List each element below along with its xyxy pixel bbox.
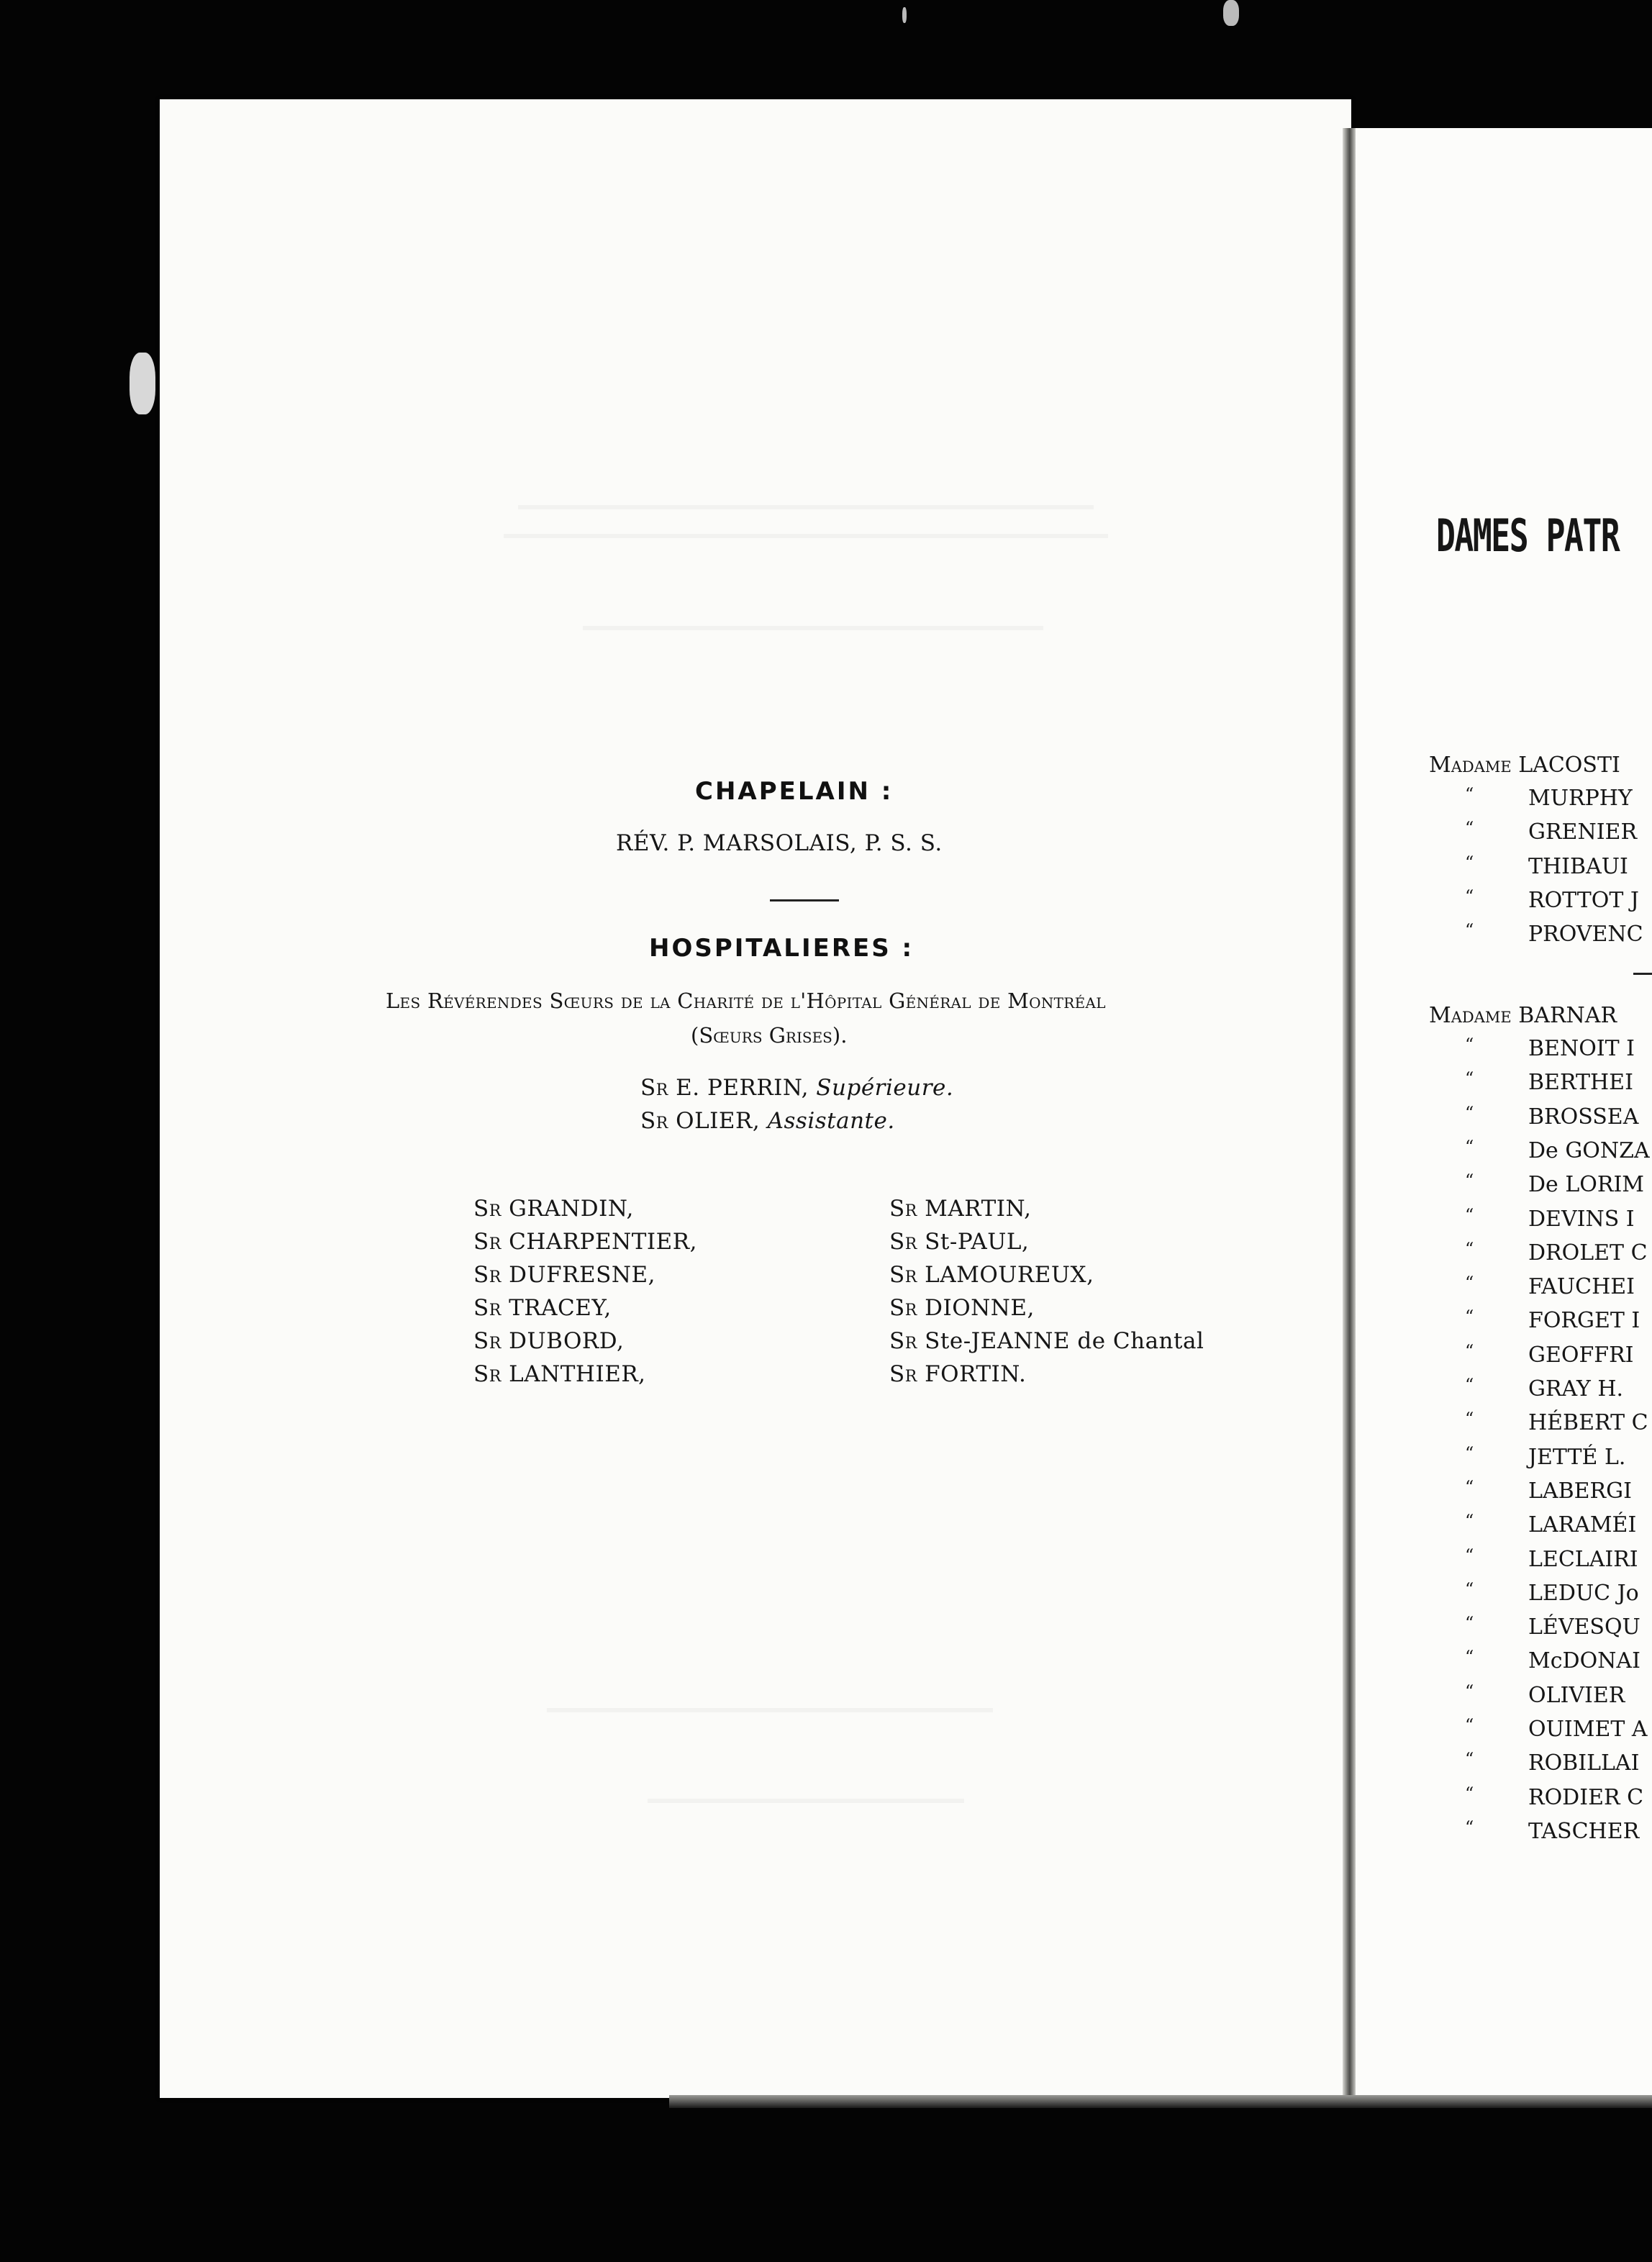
sister-name: FORTIN. <box>925 1361 1027 1387</box>
ditto-mark: “ <box>1465 1204 1474 1225</box>
right-page-title: DAMES PATR <box>1436 509 1620 562</box>
scan-fleck <box>130 353 155 414</box>
sister-prefix: Sr <box>473 1328 509 1354</box>
sister-name: CHARPENTIER, <box>509 1229 697 1255</box>
patroness-name: GRAY H. <box>1528 1376 1624 1402</box>
ditto-mark: “ <box>1465 1068 1474 1089</box>
patroness-name: LEDUC Jo <box>1528 1580 1639 1606</box>
sister-entry <box>889 1229 1029 1255</box>
ditto-mark: “ <box>1465 784 1474 804</box>
patroness-name: TASCHER <box>1528 1818 1640 1844</box>
patroness-name: HÉBERT C <box>1528 1410 1648 1436</box>
sister-entry <box>473 1229 697 1255</box>
superior-name: E. PERRIN, <box>676 1075 809 1101</box>
assistant-role: Assistante. <box>767 1108 895 1134</box>
patroness-name: De GONZA <box>1528 1137 1650 1163</box>
sister-entry <box>889 1328 1204 1354</box>
sister-prefix: Sr <box>473 1361 509 1387</box>
patroness-name: LARAMÉI <box>1528 1512 1637 1538</box>
ditto-mark: “ <box>1465 1307 1474 1327</box>
sister-prefix: Sr <box>640 1075 668 1101</box>
sister-prefix: Sr <box>889 1361 925 1387</box>
patroness-name: OUIMET A <box>1528 1717 1648 1742</box>
ditto-mark: “ <box>1465 1171 1474 1191</box>
ditto-mark: “ <box>1465 1681 1474 1702</box>
patroness-name: GEOFFRI <box>1528 1342 1634 1368</box>
patroness-name: JETTÉ L. <box>1528 1444 1626 1470</box>
sister-entry <box>889 1262 1094 1288</box>
sister-name: DUFRESNE, <box>509 1262 655 1288</box>
ditto-mark: “ <box>1465 1783 1474 1804</box>
patroness-name: RODIER C <box>1528 1784 1644 1810</box>
ditto-mark: “ <box>1465 1715 1474 1735</box>
patroness-lead: Madame BARNAR <box>1429 1003 1617 1028</box>
scan-fleck <box>902 7 907 23</box>
sister-prefix: Sr <box>473 1295 509 1321</box>
patroness-name: LECLAIRI <box>1528 1546 1638 1572</box>
ditto-mark: “ <box>1465 920 1474 941</box>
ditto-mark: “ <box>1465 1476 1474 1497</box>
ditto-mark: “ <box>1465 1613 1474 1634</box>
sister-name: Ste-JEANNE de Chantal <box>925 1328 1204 1354</box>
superior-role: Supérieure. <box>816 1075 954 1101</box>
scan-fleck <box>1223 0 1239 26</box>
page-edge-strip <box>669 2095 1652 2108</box>
sister-entry <box>473 1328 624 1354</box>
ditto-mark: “ <box>1465 818 1474 839</box>
sister-name: GRANDIN, <box>509 1196 634 1222</box>
patroness-name: LÉVESQU <box>1528 1614 1640 1640</box>
sister-name: TRACEY, <box>509 1295 612 1321</box>
sister-name: St-PAUL, <box>925 1229 1030 1255</box>
patroness-name: MURPHY <box>1528 786 1633 811</box>
sister-name: MARTIN, <box>925 1196 1032 1222</box>
assistant-name: OLIER, <box>676 1108 761 1134</box>
sister-entry <box>473 1262 655 1288</box>
ditto-mark: “ <box>1465 1102 1474 1123</box>
ditto-mark: “ <box>1465 1035 1474 1055</box>
sister-entry <box>473 1196 634 1222</box>
ditto-mark: “ <box>1465 1511 1474 1532</box>
ditto-mark: “ <box>1465 1443 1474 1463</box>
page-gutter <box>1343 128 1356 2098</box>
section-divider <box>1633 973 1652 975</box>
patroness-name: BERTHEI <box>1528 1070 1633 1096</box>
sister-prefix: Sr <box>889 1328 925 1354</box>
order-line-1 <box>386 989 1106 1013</box>
sister-prefix: Sr <box>889 1196 925 1222</box>
sister-entry <box>473 1361 646 1387</box>
sister-prefix: Sr <box>889 1262 925 1288</box>
chaplain-name: RÉV. P. MARSOLAIS, P. S. S. <box>616 830 943 856</box>
ditto-mark: “ <box>1465 1375 1474 1395</box>
sister-entry <box>889 1295 1035 1321</box>
ditto-mark: “ <box>1465 1409 1474 1430</box>
patroness-name: GRENIER <box>1528 819 1638 845</box>
ditto-mark: “ <box>1465 852 1474 873</box>
ditto-mark: “ <box>1465 1238 1474 1259</box>
patroness-name: ROTTOT J <box>1528 887 1639 913</box>
sister-prefix: Sr <box>473 1196 509 1222</box>
section-divider <box>770 899 839 901</box>
patroness-name: LABERGI <box>1528 1478 1632 1504</box>
ditto-mark: “ <box>1465 1340 1474 1361</box>
patroness-name: McDONAI <box>1528 1648 1640 1674</box>
sister-prefix: Sr <box>889 1229 925 1255</box>
patroness-name: ROBILLAI <box>1528 1750 1640 1776</box>
sister-entry <box>473 1295 612 1321</box>
patroness-name: De LORIM <box>1528 1172 1645 1198</box>
ditto-mark: “ <box>1465 1647 1474 1668</box>
sister-prefix: Sr <box>640 1108 668 1134</box>
sister-name: LAMOUREUX, <box>925 1262 1094 1288</box>
sister-name: LANTHIER, <box>509 1361 646 1387</box>
patroness-name: THIBAUI <box>1528 853 1628 879</box>
sister-prefix: Sr <box>473 1262 509 1288</box>
sister-name: DUBORD, <box>509 1328 625 1354</box>
sister-prefix: Sr <box>473 1229 509 1255</box>
sister-name: DIONNE, <box>925 1295 1035 1321</box>
assistant-line <box>640 1108 895 1134</box>
patroness-name: PROVENC <box>1528 922 1643 948</box>
order-line-2-text: (Sœurs Grises). <box>691 1023 848 1048</box>
sister-entry <box>889 1196 1032 1222</box>
ditto-mark: “ <box>1465 1273 1474 1294</box>
ditto-mark: “ <box>1465 886 1474 907</box>
sister-entry <box>889 1361 1026 1387</box>
ditto-mark: “ <box>1465 1579 1474 1599</box>
ditto-mark: “ <box>1465 1749 1474 1770</box>
patroness-name: DEVINS I <box>1528 1206 1635 1232</box>
patroness-lead: Madame LACOSTI <box>1429 753 1620 778</box>
patroness-name: DROLET C <box>1528 1240 1648 1266</box>
patroness-name: BROSSEA <box>1528 1104 1639 1130</box>
patroness-name: FAUCHEI <box>1528 1274 1635 1300</box>
patroness-name: OLIVIER <box>1528 1682 1625 1708</box>
patroness-name: BENOIT I <box>1528 1036 1635 1061</box>
order-line-2 <box>691 1023 847 1048</box>
ditto-mark: “ <box>1465 1817 1474 1838</box>
order-line-1-text: Les Révérendes Sœurs de la Charité de l'Hôpital Général de Montréal <box>386 989 1106 1013</box>
patroness-name: FORGET I <box>1528 1308 1640 1334</box>
hospitallers-heading: HOSPITALIERES : <box>649 934 914 963</box>
chaplain-heading: CHAPELAIN : <box>695 777 894 806</box>
ditto-mark: “ <box>1465 1136 1474 1157</box>
superior-line <box>640 1075 953 1101</box>
ditto-mark: “ <box>1465 1545 1474 1566</box>
sister-prefix: Sr <box>889 1295 925 1321</box>
